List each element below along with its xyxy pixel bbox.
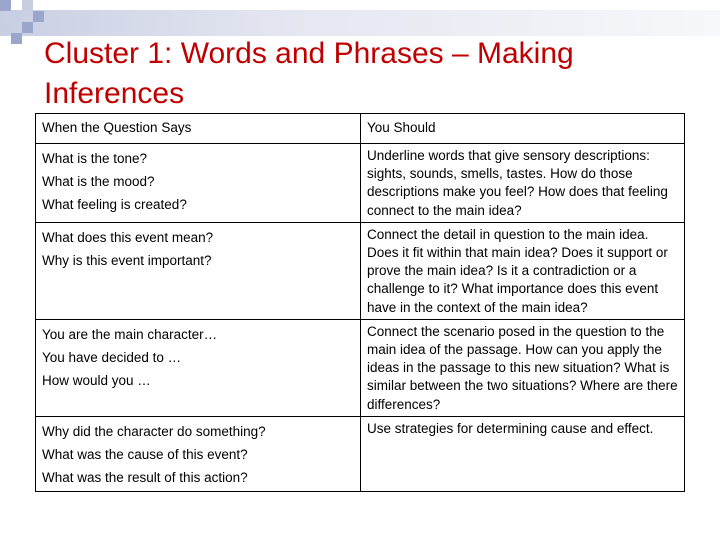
table-row bbox=[36, 144, 685, 223]
question-line: What is the mood? bbox=[42, 174, 155, 189]
top-decoration-band bbox=[0, 10, 720, 36]
question-line: What feeling is created? bbox=[42, 197, 187, 212]
question-cell bbox=[36, 144, 361, 223]
header-you-should: You Should bbox=[361, 114, 685, 144]
question-line: How would you … bbox=[42, 372, 151, 388]
question-line: You have decided to … bbox=[42, 349, 182, 365]
question-cell bbox=[36, 319, 361, 416]
strategy-cell: Connect the detail in question to the main idea. Does it fit within that main idea? Does it support or prove the main idea? Is it a contradiction or a challenge to it? What importance does this event have in the context of the main idea? bbox=[361, 222, 685, 319]
question-line: Why is this event important? bbox=[42, 252, 212, 268]
header-when-question-says: When the Question Says bbox=[36, 114, 361, 144]
table-row bbox=[36, 222, 685, 319]
question-line: What does this event mean? bbox=[42, 229, 214, 245]
question-cell bbox=[36, 222, 361, 319]
table-row bbox=[36, 416, 685, 491]
question-line: Why did the character do something? bbox=[42, 423, 266, 439]
question-line: What was the result of this action? bbox=[42, 469, 248, 485]
question-strategy-table bbox=[35, 113, 685, 492]
strategy-cell: Connect the scenario posed in the question to the main idea of the passage. How can you apply the ideas in the passage to this new situation? What is similar between the two situations? Where are there differences? bbox=[361, 319, 685, 416]
table-row bbox=[36, 319, 685, 416]
question-line: What is the tone? bbox=[42, 151, 148, 166]
strategy-cell: Use strategies for determining cause and effect. bbox=[361, 416, 685, 491]
slide-title: Cluster 1: Words and Phrases – Making Inferences bbox=[44, 37, 574, 110]
strategy-cell: Underline words that give sensory descriptions: sights, sounds, smells, tastes. How do those descriptions make you feel? How does that feeling connect to the main idea? bbox=[361, 144, 685, 223]
table-header-row bbox=[36, 114, 685, 144]
question-line: What was the cause of this event? bbox=[42, 446, 248, 462]
question-cell bbox=[36, 416, 361, 491]
question-line: You are the main character… bbox=[42, 326, 218, 342]
